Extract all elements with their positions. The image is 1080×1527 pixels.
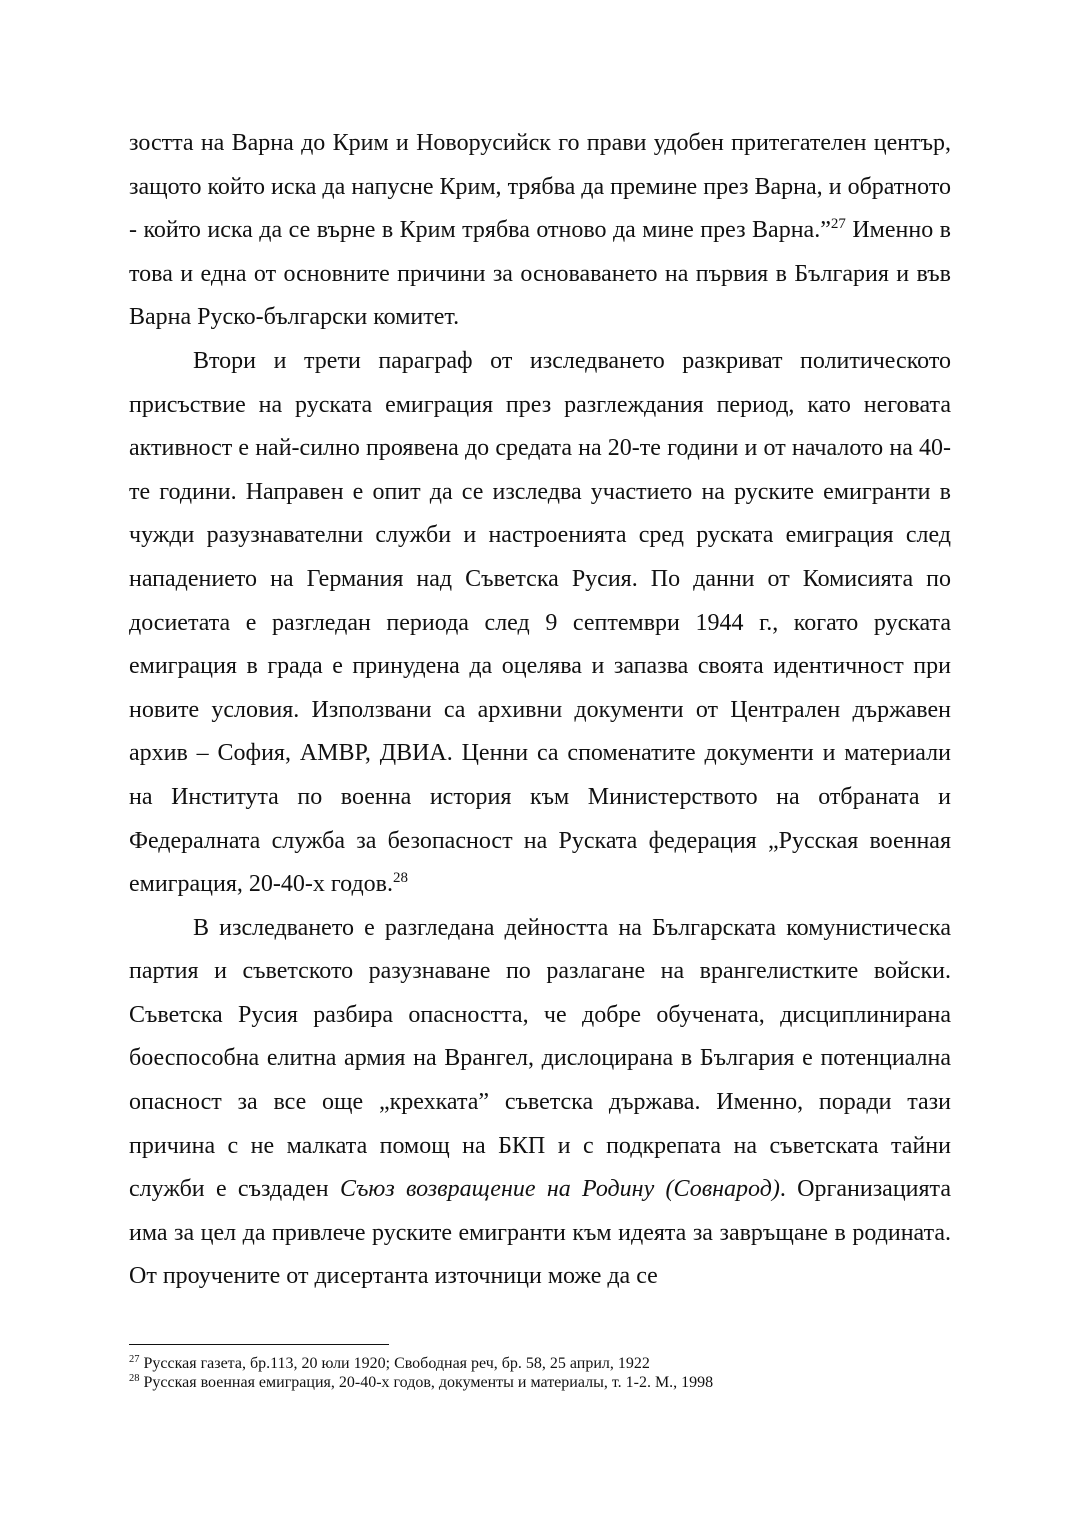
paragraph-3-text: В изследването е разгледана дейността на Българската комунистическа партия и съветското разузнаване по разлагане на врангелистките войски. Съветска Русия разбира опасността, че добре обучената, дисциплинирана боеспособна елитна армия на Врангел, дислоцирана в България е потенциална опасност за все още „крехката” съветска държава. Именно, поради тази причина с не малката помощ на БКП и с подкрепата на съветската тайни служби е създаден	[129, 914, 951, 1203]
footnote-text: Русская военная емиграция, 20-40-х годов, документы и материалы, т. 1-2. М., 1998	[139, 1374, 714, 1391]
footnotes	[129, 1354, 951, 1392]
paragraph-2-text: Втори и трети параграф от изследването разкриват политическото присъствие на руската емиграция през разглеждания период, като неговата активност е най-силно проявена до средата на 20-те години и от началото на 40-те години. Направен е опит да се изследва участието на руските емигранти в чужди разузнавателни служби и настроенията сред руската емиграция след нападението на Германия над Съветска Русия. По данни от Комисията по досиетата е разгледан периода след 9 септември 1944 г., когато руската емиграция в града е принудена да оцелява и запазва своята идентичност при новите условия. Използвани са архивни документи от Централен държавен архив – София, АМВР, ДВИА. Ценни са споменатите документи и материали на Института по военна история към Министерството на отбраната и Федералната служба за безопасност на Руската федерация „Русская военная емиграция, 20-40-х годов.	[129, 347, 951, 898]
paragraph-2	[129, 340, 951, 907]
footnote-ref-28[interactable]: 28	[393, 870, 408, 887]
paragraph-3-text-cont: . Организацията има за цел да привлече руските емигранти към идеята за завръщане в родината. От проучените от дисертанта източници може да се	[129, 1176, 951, 1290]
paragraph-1-text-cont: Именно в това и една от основните причини за основаването на първия в България и във Варна Руско-български комитет.	[129, 217, 951, 331]
paragraph-1	[129, 122, 951, 340]
paragraph-3	[129, 907, 951, 1299]
footnote-28	[129, 1373, 951, 1392]
paragraph-1-text: зостта на Варна до Крим и Новорусийск го прави удобен притегателен център, защото който иска да напусне Крим, трябва да премине през Варна, и обратното - който иска да се върне в Крим трябва отново да мине през Варна.”	[129, 130, 951, 244]
footnote-text: Русская газета, бр.113, 20 юли 1920; Свободная реч, бр. 58, 25 април, 1922	[139, 1355, 650, 1372]
document-body	[129, 122, 951, 1299]
footnote-number: 27	[129, 1354, 140, 1365]
footnote-ref-27[interactable]: 27	[830, 216, 846, 233]
footnote-27	[129, 1354, 951, 1373]
footnote-number: 28	[129, 1373, 140, 1384]
organization-name: Съюз возвращение на Родину (Совнарод)	[339, 1176, 780, 1203]
footnote-separator	[129, 1344, 389, 1345]
